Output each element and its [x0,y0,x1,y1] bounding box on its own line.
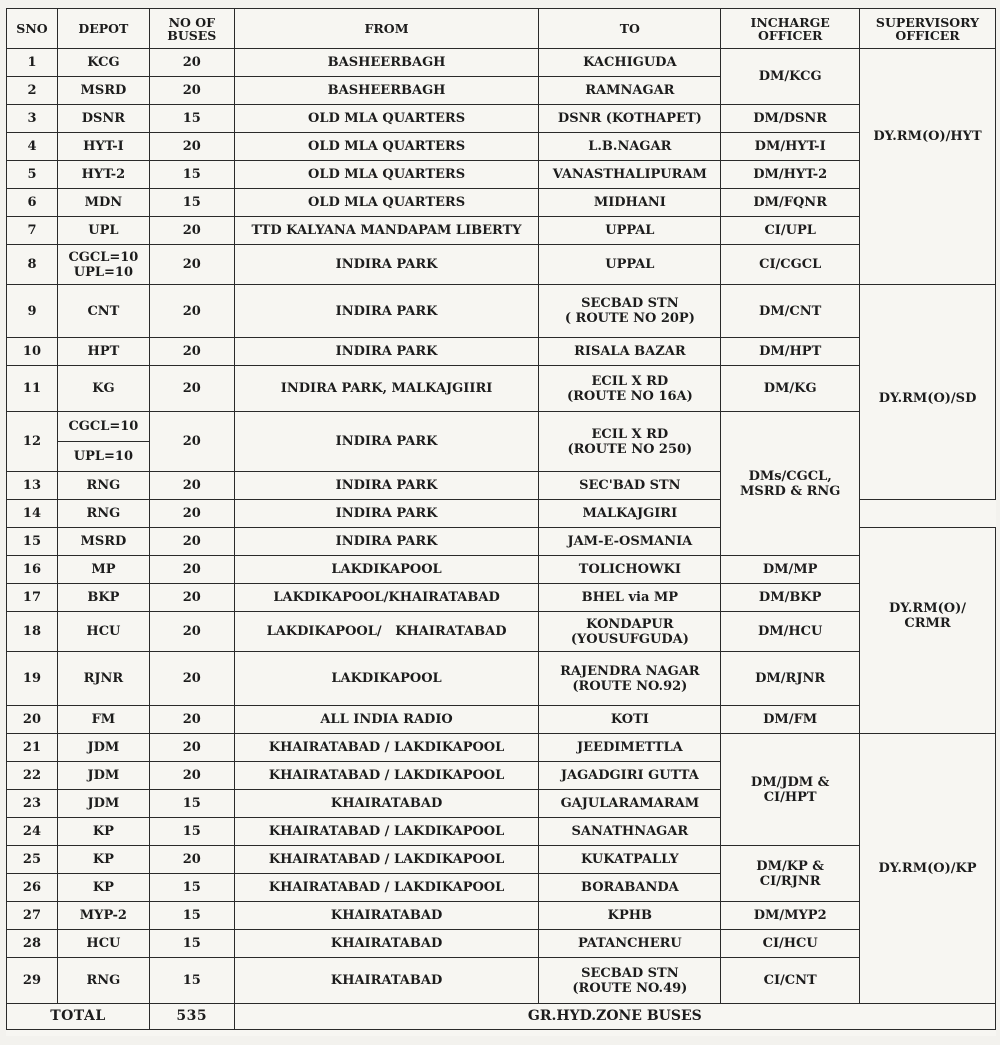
cell-sno: 11 [7,366,58,412]
cell-depot: HCU [57,612,149,652]
cell-depot: RNG [57,958,149,1004]
cell-buses: 20 [149,652,234,706]
cell-to: L.B.NAGAR [539,133,721,161]
cell-incharge: DM/MYP2 [721,902,860,930]
total-row [7,1004,996,1030]
cell-depot: MSRD [57,528,149,556]
cell-buses: 20 [149,556,234,584]
cell-from: ALL INDIA RADIO [234,706,539,734]
table-row [7,556,996,584]
cell-sno: 6 [7,189,58,217]
cell-incharge: DM/DSNR [721,105,860,133]
cell-sno: 26 [7,874,58,902]
cell-sno: 4 [7,133,58,161]
table-row [7,189,996,217]
cell-buses: 15 [149,161,234,189]
table-row [7,105,996,133]
cell-depot: JDM [57,734,149,762]
cell-to: UPPAL [539,217,721,245]
table-row [7,584,996,612]
cell-depot: CGCL=10 [57,412,149,442]
cell-depot: HYT-2 [57,161,149,189]
cell-to: ECIL X RD (ROUTE NO 16A) [539,366,721,412]
cell-sno: 3 [7,105,58,133]
cell-buses: 20 [149,472,234,500]
cell-sno: 17 [7,584,58,612]
cell-depot: HPT [57,338,149,366]
total-label: TOTAL [7,1004,150,1030]
cell-to: JAGADGIRI GUTTA [539,762,721,790]
cell-depot: CNT [57,285,149,338]
cell-from: OLD MLA QUARTERS [234,161,539,189]
cell-sno: 2 [7,77,58,105]
cell-from: LAKDIKAPOOL [234,652,539,706]
table-row [7,706,996,734]
cell-to: SANATHNAGAR [539,818,721,846]
cell-to: JAM-E-OSMANIA [539,528,721,556]
cell-buses: 20 [149,412,234,472]
cell-depot: UPL [57,217,149,245]
cell-sno: 7 [7,217,58,245]
header-from: FROM [234,9,539,49]
table-row [7,285,996,338]
cell-sno: 29 [7,958,58,1004]
cell-to: KUKATPALLY [539,846,721,874]
cell-from: INDIRA PARK [234,285,539,338]
header-incharge: INCHARGE OFFICER [721,9,860,49]
cell-supervisory: DY.RM(O)/KP [860,734,996,1004]
cell-sno: 5 [7,161,58,189]
document-page [6,8,996,1036]
cell-to: PATANCHERU [539,930,721,958]
cell-from: KHAIRATABAD [234,958,539,1004]
cell-sno: 15 [7,528,58,556]
cell-to: RAMNAGAR [539,77,721,105]
cell-from: KHAIRATABAD / LAKDIKAPOOL [234,818,539,846]
cell-buses: 20 [149,846,234,874]
cell-depot: RJNR [57,652,149,706]
cell-sno: 8 [7,245,58,285]
cell-to: GAJULARAMARAM [539,790,721,818]
cell-to: ECIL X RD (ROUTE NO 250) [539,412,721,472]
cell-buses: 15 [149,105,234,133]
cell-from: INDIRA PARK [234,338,539,366]
header-sno: SNO [7,9,58,49]
cell-buses: 20 [149,133,234,161]
cell-depot: HCU [57,930,149,958]
cell-depot: JDM [57,790,149,818]
cell-buses: 15 [149,874,234,902]
table-row [7,902,996,930]
cell-to: RISALA BAZAR [539,338,721,366]
cell-supervisory: DY.RM(O)/HYT [860,49,996,285]
cell-depot: JDM [57,762,149,790]
cell-depot: UPL=10 [57,442,149,472]
cell-from: INDIRA PARK [234,412,539,472]
bus-allocation-table [6,8,996,1030]
cell-sno: 22 [7,762,58,790]
cell-incharge: DM/BKP [721,584,860,612]
cell-from: BASHEERBAGH [234,77,539,105]
table-row [7,846,996,874]
cell-incharge: DM/RJNR [721,652,860,706]
cell-incharge: DM/HYT-I [721,133,860,161]
cell-to: KONDAPUR (YOUSUFGUDA) [539,612,721,652]
cell-to: SECBAD STN (ROUTE NO.49) [539,958,721,1004]
cell-to: TOLICHOWKI [539,556,721,584]
cell-incharge: CI/CNT [721,958,860,1004]
cell-depot: KP [57,818,149,846]
cell-buses: 20 [149,706,234,734]
cell-to: SEC'BAD STN [539,472,721,500]
cell-supervisory: DY.RM(O)/ CRMR [860,528,996,734]
cell-depot: MYP-2 [57,902,149,930]
cell-supervisory: DY.RM(O)/SD [860,285,996,500]
cell-depot: MP [57,556,149,584]
cell-sno: 16 [7,556,58,584]
cell-buses: 20 [149,734,234,762]
cell-sno: 13 [7,472,58,500]
cell-to: MIDHANI [539,189,721,217]
cell-from: KHAIRATABAD [234,902,539,930]
cell-buses: 20 [149,584,234,612]
table-footer-title: GR.HYD.ZONE BUSES [234,1004,995,1030]
cell-incharge: DM/KG [721,366,860,412]
cell-buses: 20 [149,612,234,652]
cell-incharge: DM/KCG [721,49,860,105]
cell-incharge: CI/UPL [721,217,860,245]
cell-to: MALKAJGIRI [539,500,721,528]
cell-from: LAKDIKAPOOL [234,556,539,584]
table-row [7,612,996,652]
cell-buses: 15 [149,790,234,818]
cell-sno: 14 [7,500,58,528]
cell-incharge: DM/CNT [721,285,860,338]
cell-sno: 23 [7,790,58,818]
cell-to: BORABANDA [539,874,721,902]
header-to: TO [539,9,721,49]
cell-to: SECBAD STN ( ROUTE NO 20P) [539,285,721,338]
cell-from: INDIRA PARK [234,500,539,528]
cell-depot: BKP [57,584,149,612]
cell-depot: MDN [57,189,149,217]
cell-sno: 10 [7,338,58,366]
cell-depot: KCG [57,49,149,77]
cell-incharge: DM/HPT [721,338,860,366]
cell-incharge: DM/MP [721,556,860,584]
table-row [7,338,996,366]
table-row [7,366,996,412]
cell-incharge: DM/FQNR [721,189,860,217]
header-row [7,9,996,49]
header-buses: NO OF BUSES [149,9,234,49]
cell-to: BHEL via MP [539,584,721,612]
cell-incharge: DM/JDM & CI/HPT [721,734,860,846]
cell-sno: 24 [7,818,58,846]
cell-from: KHAIRATABAD [234,930,539,958]
cell-buses: 15 [149,930,234,958]
cell-to: KPHB [539,902,721,930]
cell-from: LAKDIKAPOOL/KHAIRATABAD [234,584,539,612]
total-value: 535 [149,1004,234,1030]
table-row [7,161,996,189]
cell-to: KACHIGUDA [539,49,721,77]
cell-sno: 1 [7,49,58,77]
cell-to: DSNR (KOTHAPET) [539,105,721,133]
cell-from: KHAIRATABAD [234,790,539,818]
cell-buses: 20 [149,245,234,285]
cell-from: KHAIRATABAD / LAKDIKAPOOL [234,874,539,902]
cell-from: BASHEERBAGH [234,49,539,77]
cell-buses: 20 [149,338,234,366]
cell-sno: 12 [7,412,58,472]
table-row [7,652,996,706]
cell-from: KHAIRATABAD / LAKDIKAPOOL [234,762,539,790]
cell-incharge: DM/KP & CI/RJNR [721,846,860,902]
table-row [7,49,996,77]
cell-depot: KP [57,874,149,902]
cell-sno: 19 [7,652,58,706]
cell-depot: DSNR [57,105,149,133]
table-row [7,245,996,285]
table-row [7,930,996,958]
cell-buses: 20 [149,217,234,245]
header-depot: DEPOT [57,9,149,49]
cell-buses: 20 [149,366,234,412]
cell-from: INDIRA PARK, MALKAJGIIRI [234,366,539,412]
table-row [7,734,996,762]
cell-incharge: DMs/CGCL, MSRD & RNG [721,412,860,556]
cell-incharge: CI/CGCL [721,245,860,285]
cell-depot: CGCL=10 UPL=10 [57,245,149,285]
cell-buses: 20 [149,77,234,105]
cell-incharge: DM/HYT-2 [721,161,860,189]
cell-to: RAJENDRA NAGAR (ROUTE NO.92) [539,652,721,706]
cell-from: OLD MLA QUARTERS [234,189,539,217]
cell-depot: RNG [57,500,149,528]
cell-sno: 25 [7,846,58,874]
cell-from: OLD MLA QUARTERS [234,105,539,133]
cell-depot: KP [57,846,149,874]
cell-from: TTD KALYANA MANDAPAM LIBERTY [234,217,539,245]
cell-sno: 27 [7,902,58,930]
cell-buses: 20 [149,762,234,790]
cell-to: VANASTHALIPURAM [539,161,721,189]
cell-sno: 21 [7,734,58,762]
cell-depot: FM [57,706,149,734]
cell-depot: RNG [57,472,149,500]
cell-incharge: DM/FM [721,706,860,734]
cell-sno: 28 [7,930,58,958]
cell-depot: HYT-I [57,133,149,161]
cell-from: INDIRA PARK [234,472,539,500]
cell-from: OLD MLA QUARTERS [234,133,539,161]
cell-depot: MSRD [57,77,149,105]
table-row [7,958,996,1004]
cell-to: UPPAL [539,245,721,285]
cell-sno: 20 [7,706,58,734]
cell-from: KHAIRATABAD / LAKDIKAPOOL [234,846,539,874]
cell-buses: 15 [149,958,234,1004]
cell-to: JEEDIMETTLA [539,734,721,762]
table-row [7,133,996,161]
cell-sno: 9 [7,285,58,338]
cell-from: LAKDIKAPOOL/ KHAIRATABAD [234,612,539,652]
cell-buses: 15 [149,818,234,846]
cell-buses: 20 [149,49,234,77]
cell-incharge: DM/HCU [721,612,860,652]
cell-to: KOTI [539,706,721,734]
cell-from: KHAIRATABAD / LAKDIKAPOOL [234,734,539,762]
cell-from: INDIRA PARK [234,245,539,285]
cell-depot: KG [57,366,149,412]
cell-buses: 15 [149,189,234,217]
cell-from: INDIRA PARK [234,528,539,556]
table-row [7,217,996,245]
cell-sno: 18 [7,612,58,652]
cell-buses: 15 [149,902,234,930]
cell-buses: 20 [149,285,234,338]
table-row [7,412,996,442]
cell-buses: 20 [149,500,234,528]
cell-incharge: CI/HCU [721,930,860,958]
header-supervisory: SUPERVISORY OFFICER [860,9,996,49]
cell-buses: 20 [149,528,234,556]
